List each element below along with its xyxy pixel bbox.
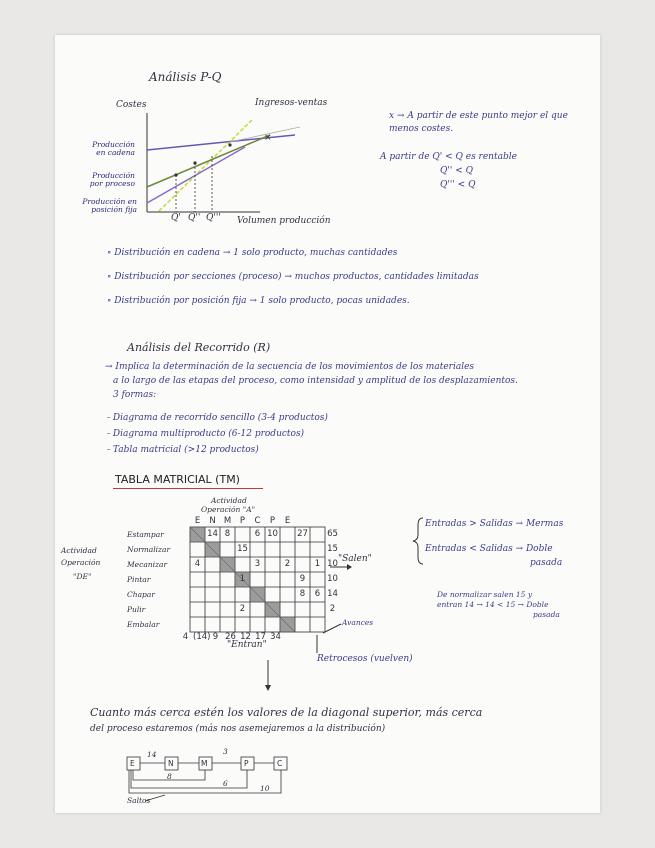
conclusion-1: Cuanto más cerca estén los valores de la diagonal superior, más cerca [90, 706, 483, 719]
recorrido-intro-1: → Implica la determinación de la secuencia de los movimientos de los materiales [105, 362, 475, 372]
matrix-cell [310, 572, 325, 587]
rule-2b: pasada [530, 558, 563, 568]
matrix-cell: 8 [299, 589, 306, 599]
pq-line-proceso [147, 135, 270, 187]
matrix-cell: 6 [314, 589, 321, 599]
matrix-cell [295, 602, 310, 617]
matrix-cell [280, 602, 295, 617]
matrix-cell [265, 557, 280, 572]
matrix-cell [205, 602, 220, 617]
note-q-1: A partir de Q' < Q es rentable [380, 152, 517, 162]
pq-point-1 [174, 173, 177, 176]
left-label-1: Actividad [61, 546, 97, 555]
matrix-row-total: 10 [327, 574, 338, 584]
matrix-cell [190, 572, 205, 587]
matrix-cell [205, 572, 220, 587]
matrix-cell [280, 587, 295, 602]
pq-x-mark: × [264, 133, 272, 143]
flow-box-m: M [201, 759, 208, 768]
matrix-cell: 4 [194, 559, 201, 569]
pq-label-cadena: Producción en cadena [92, 140, 135, 157]
matrix-cell [205, 587, 220, 602]
pq-point-2 [193, 161, 196, 164]
matrix-col-total: 17 [255, 632, 266, 642]
section1-title: Análisis P-Q [149, 70, 222, 84]
matrix-cell [235, 587, 250, 602]
matrix-cell [190, 542, 205, 557]
form-2: - Diagrama multiproducto (6-12 productos) [107, 429, 305, 439]
salen-label: "Salen" [338, 554, 372, 564]
top-label-2: Operación "A" [201, 505, 256, 514]
matrix-cell [190, 587, 205, 602]
matrix-cell [220, 587, 235, 602]
matrix-cell [310, 602, 325, 617]
form-1: - Diagrama de recorrido sencillo (3-4 productos) [107, 413, 328, 423]
matrix-cell [310, 527, 325, 542]
pq-tick-q3: Q''' [206, 213, 221, 223]
matrix-cell: 1 [239, 574, 246, 584]
matrix-row-total: 10 [327, 559, 338, 569]
conclusion-2: del proceso estaremos (más nos asemejaremos a la distribución) [90, 724, 386, 734]
matrix-cell: 2 [284, 559, 291, 569]
matrix-cell [190, 527, 205, 542]
matrix-col-letter: E [284, 516, 291, 526]
matrix-col-total: 26 [225, 632, 236, 642]
flow-num-8: 8 [167, 772, 172, 781]
matrix-cell [250, 572, 265, 587]
matrix-row-label: Embalar [127, 620, 160, 629]
rules-brace [413, 518, 423, 564]
note-q-3: Q''' < Q [440, 180, 476, 190]
matrix-cell [295, 557, 310, 572]
matrix-row-total: 2 [329, 604, 336, 614]
flow-box-n: N [168, 759, 174, 768]
matrix-cell [265, 602, 280, 617]
matrix-cell: 14 [207, 529, 218, 539]
matrix-row-total [325, 617, 340, 632]
top-label-1: Actividad [211, 496, 247, 505]
matrix-cell [310, 617, 325, 632]
matrix-row-label: Pintar [127, 575, 151, 584]
note-2: entran 14 → 14 < 15 → Doble [437, 600, 549, 609]
matrix-cell: 15 [237, 544, 248, 554]
matrix-cell [220, 542, 235, 557]
pq-label-proceso: Producción por proceso [89, 171, 135, 188]
matrix-cell [265, 572, 280, 587]
matrix-col-total: 12 [240, 632, 251, 642]
flow-num-10: 10 [260, 784, 270, 793]
note-q-2: Q'' < Q [440, 166, 473, 176]
section3-title: TABLA MATRICIAL (TM) [115, 473, 240, 486]
matrix-cell [250, 602, 265, 617]
pq-xlabel: Volumen producción [237, 216, 331, 226]
matrix-cell [280, 572, 295, 587]
matrix-cell [190, 602, 205, 617]
pq-tick-q1: Q' [171, 213, 181, 223]
pq-line-ingresos [159, 119, 253, 211]
matrix-col-total: 4 [182, 632, 189, 642]
flow-box-e: E [130, 759, 135, 768]
bullet-3: ∘ Distribución por posición fija → 1 solo producto, pocas unidades. [107, 296, 410, 306]
matrix-cell: 27 [297, 529, 308, 539]
matrix-cell [205, 542, 220, 557]
matrix-col-total: (14) [193, 632, 211, 642]
matrix-cell [235, 557, 250, 572]
flow-box-p: P [244, 759, 249, 768]
matrix-cell [295, 617, 310, 632]
matrix-cell [220, 557, 235, 572]
matrix-cell [220, 602, 235, 617]
notes-page [55, 35, 600, 813]
matrix-cell: 1 [314, 559, 321, 569]
matrix-cell [295, 542, 310, 557]
matrix-cell: 2 [239, 604, 246, 614]
matrix-cell: 10 [267, 529, 278, 539]
entran-label: "Entran" [227, 640, 267, 650]
matrix-cell: 9 [299, 574, 306, 584]
left-label-2: Operación [61, 558, 101, 567]
matrix-col-letter: P [239, 516, 246, 526]
pq-line-cadena [147, 135, 295, 150]
note-3: pasada [533, 610, 560, 619]
rule-2a: Entradas < Salidas → Doble [425, 544, 553, 554]
matrix-cell [205, 557, 220, 572]
matrix-col-letter: M [223, 516, 232, 526]
matrix-cell [235, 527, 250, 542]
matrix-row-label: Estampar [127, 530, 164, 539]
matrix-col-letter: N [209, 516, 216, 526]
form-3: - Tabla matricial (>12 productos) [107, 445, 259, 455]
matrix-cell [250, 542, 265, 557]
pq-chart-svg [55, 35, 600, 813]
pq-ylabel: Costes [116, 100, 147, 110]
matrix-row-label: Chapar [127, 590, 155, 599]
flow-num-6: 6 [223, 779, 228, 788]
matrix-col-total: 9 [212, 632, 219, 642]
note-1: De normalizar salen 15 y [437, 590, 533, 599]
pq-point-3 [228, 143, 231, 146]
flow-num-3: 3 [223, 747, 228, 756]
matrix-cell [280, 527, 295, 542]
matrix-cell [265, 587, 280, 602]
note-x: x → A partir de este punto mejor el que menos costes. [389, 111, 568, 134]
flow-box-c: C [277, 759, 283, 768]
pq-label-fija: Producción en posición fija [82, 197, 137, 214]
matrix-cell [220, 572, 235, 587]
pq-tick-q2: Q'' [188, 213, 201, 223]
rule-1: Entradas > Salidas → Mermas [425, 519, 564, 529]
matrix-cell: 8 [224, 529, 231, 539]
saltos-label: Saltos [127, 796, 151, 805]
matrix-col-letter: E [194, 516, 201, 526]
recorrido-intro-3: 3 formas: [113, 390, 157, 400]
flow-num-14: 14 [147, 750, 157, 759]
matrix-col-letter: P [269, 516, 276, 526]
recorrido-intro-2: a lo largo de las etapas del proceso, como intensidad y amplitud de los desplazamientos. [113, 376, 518, 386]
avances-label: Avances [342, 618, 374, 627]
matrix-cell [280, 542, 295, 557]
matrix-row-label: Pulir [127, 605, 146, 614]
matrix-col-total: 34 [270, 632, 281, 642]
retrocesos-label: Retrocesos (vuelven) [317, 654, 413, 664]
pq-line-fija [147, 147, 245, 203]
matrix-row-total: 15 [327, 544, 338, 554]
matrix-cell: 6 [254, 529, 261, 539]
bullet-1: ∘ Distribución en cadena → 1 solo producto, muchas cantidades [107, 248, 398, 258]
matrix-cell [310, 542, 325, 557]
matrix-cell: 3 [254, 559, 261, 569]
matrix-cell [265, 542, 280, 557]
section2-title: Análisis del Recorrido (R) [127, 341, 271, 354]
matrix-row-total: 65 [327, 529, 338, 539]
title-underline [113, 488, 263, 489]
matrix-cell [250, 587, 265, 602]
left-label-3: "DE" [73, 572, 92, 581]
matrix-row-label: Mecanizar [127, 560, 168, 569]
matrix-row-label: Normalizar [127, 545, 171, 554]
bullet-2: ∘ Distribución por secciones (proceso) → muchos productos, cantidades limitadas [107, 272, 479, 282]
matrix-col-letter: C [254, 516, 261, 526]
matrix-row-total: 14 [327, 589, 338, 599]
pq-label-ingresos: Ingresos-ventas [255, 98, 328, 108]
